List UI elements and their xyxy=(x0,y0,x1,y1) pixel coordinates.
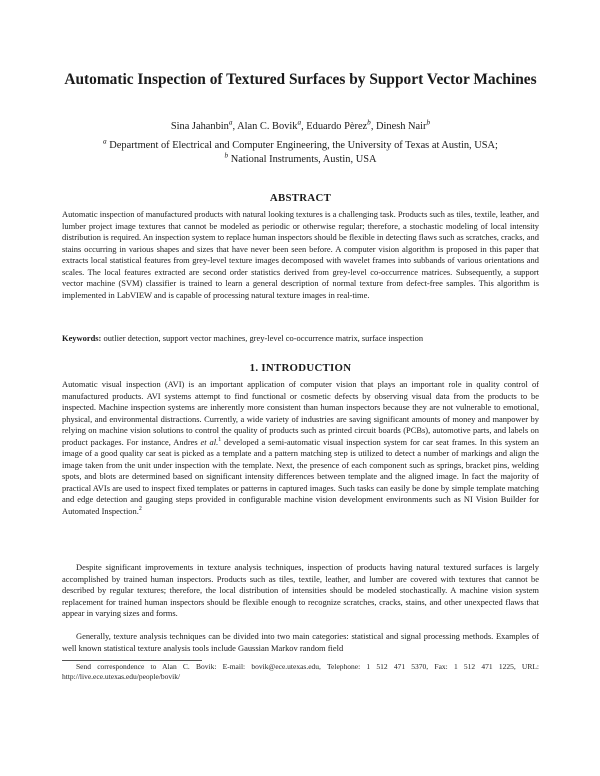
intro-paragraph-1: Automatic visual inspection (AVI) is an important application of computer vision that plays an important role in quality control of manufactured products. AVI systems attempt to find functional or cosmetic defects by observing visual data from the products to be inspected. Machine inspection systems are inherently more consistent than human inspectors because they are not vulnerable to emotional, physical, and environmental distractions. Currently, a wide variety of industries are saving significant amounts of money and manpower by relying on machine vision solutions to control the quality of products such as printed circuit boards (PCBs), automotive parts, and labels on product packages. For instance, Andres et al.$^1$ developed a semi-automatic visual inspection system for car seat frames. In this system an image of a good quality car seat is picked as a template and a pattern matching step is utilized to detect a number of markings and align the image taken from the unit under inspection with the template. Next, the presence of each component such as springs, bracket pins, welding spots, and blots are determined based on significant intensity differences between template and the aligned image. In fact the majority of practical AVIs are used to inspect fixed templates or patterns in captured images. Such tasks can easily be done by simple template matching and edge detection and gauging steps provided in configurable machine vision development environments such as NI Vision Builder for Automated Inspection.$^2$ xyxy=(62,379,539,516)
affiliations xyxy=(62,139,539,167)
introduction-heading: 1. INTRODUCTION xyxy=(249,362,352,374)
author-list: Sina Jahanbin$^a$, Alan C. Bovik$^a$, Eduardo Pèrez$^b$, Dinesh Nair$^b$ xyxy=(170,118,431,132)
author-2: Alan C. Bovik$^a$ xyxy=(237,118,302,132)
keywords-text: outlier detection, support vector machines, grey-level co-occurrence matrix, surface inspection xyxy=(103,333,424,343)
author-4: Dinesh Nair$^b$ xyxy=(376,118,431,132)
intro-paragraph-3: Generally, texture analysis techniques can be divided into two main categories: statistical and signal processing methods. Examples of well known statistical texture analysis tools include Gaussian Markov random field xyxy=(62,631,539,653)
keywords-label: Keywords: xyxy=(62,333,102,343)
correspondence-footnote: Send correspondence to Alan C. Bovik: E-mail: bovik@ece.utexas.edu, Telephone: 1 512 471 5370, Fax: 1 512 471 1225, URL: http://live.ece.utexas.edu/people/bovik/ xyxy=(62,662,539,681)
affiliation-a: $^a$ Department of Electrical and Computer Engineering, the University of Texas at Austin, USA; xyxy=(103,137,498,151)
paper-title: Automatic Inspection of Textured Surfaces by Support Vector Machines xyxy=(64,71,537,88)
abstract-heading: ABSTRACT xyxy=(269,192,332,204)
footnote-rule xyxy=(62,660,202,661)
intro-paragraph-2: Despite significant improvements in texture analysis techniques, inspection of products having natural textured surfaces is largely accomplished by trained human inspectors. Products such as tiles, textile, leather, and lumber are covered with textures that cannot be described by regular textures; therefore, the local distribution of intensities should be modeled stochastically. A machine vision system replacement for trained human inspectors should be flexible enough to recognize scratches, cracks, stains, and other unexpected flaws that appear in varying sizes and forms. xyxy=(62,562,539,618)
keywords xyxy=(62,333,539,345)
affiliation-b: $^b$ National Instruments, Austin, USA xyxy=(224,151,377,165)
author-1: Sina Jahanbin$^a$ xyxy=(170,118,233,132)
abstract-text: Automatic inspection of manufactured products with natural looking textures is a challenging task. Products such as tiles, textile, leather, and lumber project image textures that cannot be modeled as periodic or otherwise regular; therefore, a stochastic modeling of local intensity distribution is required. An inspection system to replace human inspectors should be flexible in detecting flaws such as scratches, cracks, and stains occurring in various shapes and sizes that have never been seen before. A computer vision algorithm is proposed in this paper that extracts local statistical features from grey-level texture images decomposed with wavelet frames into subbands of various orientations and scales. The local features extracted are second order statistics derived from grey-level co-occurrence matrices. Subsequently, a support vector machine (SVM) classifier is trained to learn a general description of normal texture from defect-free samples. This algorithm is implemented in LabVIEW and is capable of processing natural texture images in real-time. xyxy=(62,209,539,300)
author-3: Eduardo Pèrez$^b$ xyxy=(306,118,371,132)
